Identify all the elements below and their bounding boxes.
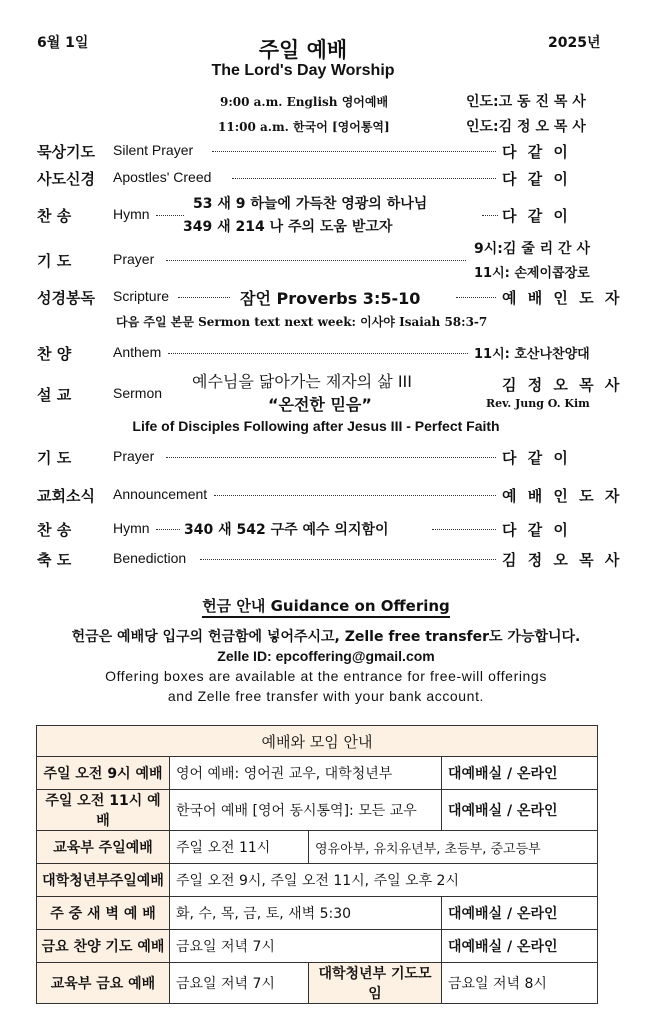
- service-time-9am: 9:00 a.m. English 영어예배: [220, 95, 389, 109]
- bulletin-year: 2025년: [548, 35, 601, 51]
- hymn1-line2: 349 새 214 나 주의 도움 받고자: [183, 219, 393, 235]
- offering-title-text: 헌금 안내 Guidance on Offering: [202, 597, 450, 618]
- sermon-preacher: 김 정 오 목 사: [502, 376, 623, 394]
- prayer1-performer-9am: 9시:김 줄 리 간 사: [474, 241, 590, 257]
- hymn1-performer: 다 같 이: [502, 207, 571, 225]
- hymn1-label-en: Hymn: [113, 206, 150, 222]
- row-detail: 한국어 예배 [영어 동시통역]: 모든 교우: [170, 790, 442, 831]
- next-week-text: 다음 주일 본문 Sermon text next week: 이사야 Isaiah 58:3-7: [116, 315, 488, 329]
- schedule-title: 예배와 모임 안내: [37, 726, 598, 757]
- table-row: [37, 897, 598, 930]
- prayer1-label-ko: 기 도: [37, 252, 72, 270]
- offering-instructions-en-2: and Zelle free transfer with your bank account.: [167, 688, 485, 704]
- leader-line: [156, 529, 180, 530]
- table-row: [37, 864, 598, 897]
- row-departments: 영유아부, 유치유년부, 초등부, 중고등부: [309, 831, 598, 864]
- anthem-performer: 11시: 호산나찬양대: [474, 347, 590, 362]
- row-detail: 화, 수, 목, 금, 토, 새벽 5:30: [170, 897, 442, 930]
- announcement-label-ko: 교회소식: [37, 487, 95, 505]
- leader-line: [212, 151, 496, 152]
- leader-line: [456, 297, 496, 298]
- service-time-11am: 11:00 a.m. 한국어 [영어통역]: [218, 120, 390, 134]
- scripture-passage: 잠언 Proverbs 3:5-10: [240, 289, 421, 308]
- row-label: 교육부 금요 예배: [37, 963, 170, 1004]
- benediction-performer: 김 정 오 목 사: [502, 551, 623, 569]
- prayer2-label-ko: 기 도: [37, 449, 72, 467]
- sermon-subtitle: “온전한 믿음”: [268, 395, 372, 414]
- offering-zelle-id: Zelle ID: epcoffering@gmail.com: [217, 648, 435, 664]
- prayer1-label-en: Prayer: [113, 251, 155, 267]
- hymn2-title: 340 새 542 구주 예수 의지함이: [184, 522, 389, 538]
- table-row: [37, 790, 598, 831]
- table-header-row: [37, 726, 598, 757]
- page-title-korean: 주일 예배: [258, 38, 348, 62]
- page-title-english: The Lord's Day Worship: [211, 62, 395, 79]
- scripture-label-en: Scripture: [113, 288, 170, 304]
- anthem-label-ko: 찬 양: [37, 345, 72, 363]
- hymn2-performer: 다 같 이: [502, 521, 571, 539]
- announcement-label-en: Announcement: [113, 486, 208, 502]
- row-detail: 영어 예배: 영어권 교우, 대학청년부: [170, 757, 442, 790]
- silent-prayer-performer: 다 같 이: [502, 143, 571, 161]
- benediction-label-en: Benediction: [113, 550, 187, 566]
- row-location: 대예배실 / 온라인: [442, 930, 598, 963]
- bulletin-date: 6월 1일: [37, 35, 89, 51]
- sermon-title-english: Life of Disciples Following after Jesus III - Perfect Faith: [132, 418, 500, 434]
- table-row: [37, 757, 598, 790]
- row-time-secondary: 금요일 저녁 8시: [442, 963, 598, 1004]
- row-detail: 주일 오전 9시, 주일 오전 11시, 주일 오후 2시: [170, 864, 598, 897]
- silent-prayer-label-en: Silent Prayer: [113, 142, 194, 158]
- creed-label-ko: 사도신경: [37, 170, 95, 188]
- sermon-label-ko: 설 교: [37, 386, 72, 404]
- sermon-label-en: Sermon: [113, 385, 163, 401]
- leader-line: [166, 457, 496, 458]
- creed-performer: 다 같 이: [502, 170, 571, 188]
- prayer2-label-en: Prayer: [113, 448, 155, 464]
- prayer1-performer-11am: 11시: 손제이콥장로: [474, 266, 590, 281]
- leader-line: [166, 260, 466, 261]
- prayer2-performer: 다 같 이: [502, 449, 571, 467]
- announcement-performer: 예 배 인 도 자: [502, 487, 623, 505]
- offering-instructions-ko: 헌금은 예배당 입구의 헌금함에 넣어주시고, Zelle free transfer도 가능합니다.: [71, 629, 581, 645]
- scripture-label-ko: 성경봉독: [37, 289, 95, 307]
- row-label: 주일 오전 9시 예배: [37, 757, 170, 790]
- row-time: 주일 오전 11시: [170, 831, 309, 864]
- row-label: 교육부 주일예배: [37, 831, 170, 864]
- table-row: [37, 963, 598, 1004]
- row-detail: 금요일 저녁 7시: [170, 930, 442, 963]
- leader-line: [214, 495, 496, 496]
- silent-prayer-label-ko: 묵상기도: [37, 143, 95, 161]
- scripture-performer: 예 배 인 도 자: [502, 289, 623, 307]
- table-row: [37, 831, 598, 864]
- row-label: 대학청년부주일예배: [37, 864, 170, 897]
- row-time: 금요일 저녁 7시: [170, 963, 309, 1004]
- row-location: 대예배실 / 온라인: [442, 897, 598, 930]
- schedule-table: [36, 725, 598, 1004]
- hymn1-label-ko: 찬 송: [37, 207, 72, 225]
- benediction-label-ko: 축 도: [37, 551, 72, 569]
- table-row: [37, 930, 598, 963]
- leader-line: [432, 529, 496, 530]
- hymn1-line1: 53 새 9 하늘에 가득찬 영광의 하나님: [193, 196, 428, 212]
- row-location: 대예배실 / 온라인: [442, 790, 598, 831]
- leader-line: [232, 178, 496, 179]
- service-leader-9am: 인도:고 동 진 목 사: [466, 94, 586, 110]
- offering-title: [0, 595, 652, 616]
- row-label: 주일 오전 11시 예배: [37, 790, 170, 831]
- leader-line: [482, 215, 498, 216]
- row-label: 주 중 새 벽 예 배: [37, 897, 170, 930]
- leader-line: [168, 353, 468, 354]
- creed-label-en: Apostles' Creed: [113, 169, 212, 185]
- offering-instructions-en-1: Offering boxes are available at the entrance for free-will offerings: [105, 668, 547, 684]
- row-label: 금요 찬양 기도 예배: [37, 930, 170, 963]
- sermon-title: 예수님을 닮아가는 제자의 삶 III: [192, 372, 412, 391]
- leader-line: [178, 297, 230, 298]
- row-location: 대예배실 / 온라인: [442, 757, 598, 790]
- leader-line: [156, 215, 184, 216]
- hymn2-label-en: Hymn: [113, 520, 150, 536]
- anthem-label-en: Anthem: [113, 344, 162, 360]
- sermon-preacher-en: Rev. Jung O. Kim: [486, 397, 590, 410]
- leader-line: [200, 559, 496, 560]
- service-leader-11am: 인도:김 정 오 목 사: [466, 119, 586, 135]
- hymn2-label-ko: 찬 송: [37, 521, 72, 539]
- row-label-secondary: 대학청년부 기도모임: [309, 963, 442, 1004]
